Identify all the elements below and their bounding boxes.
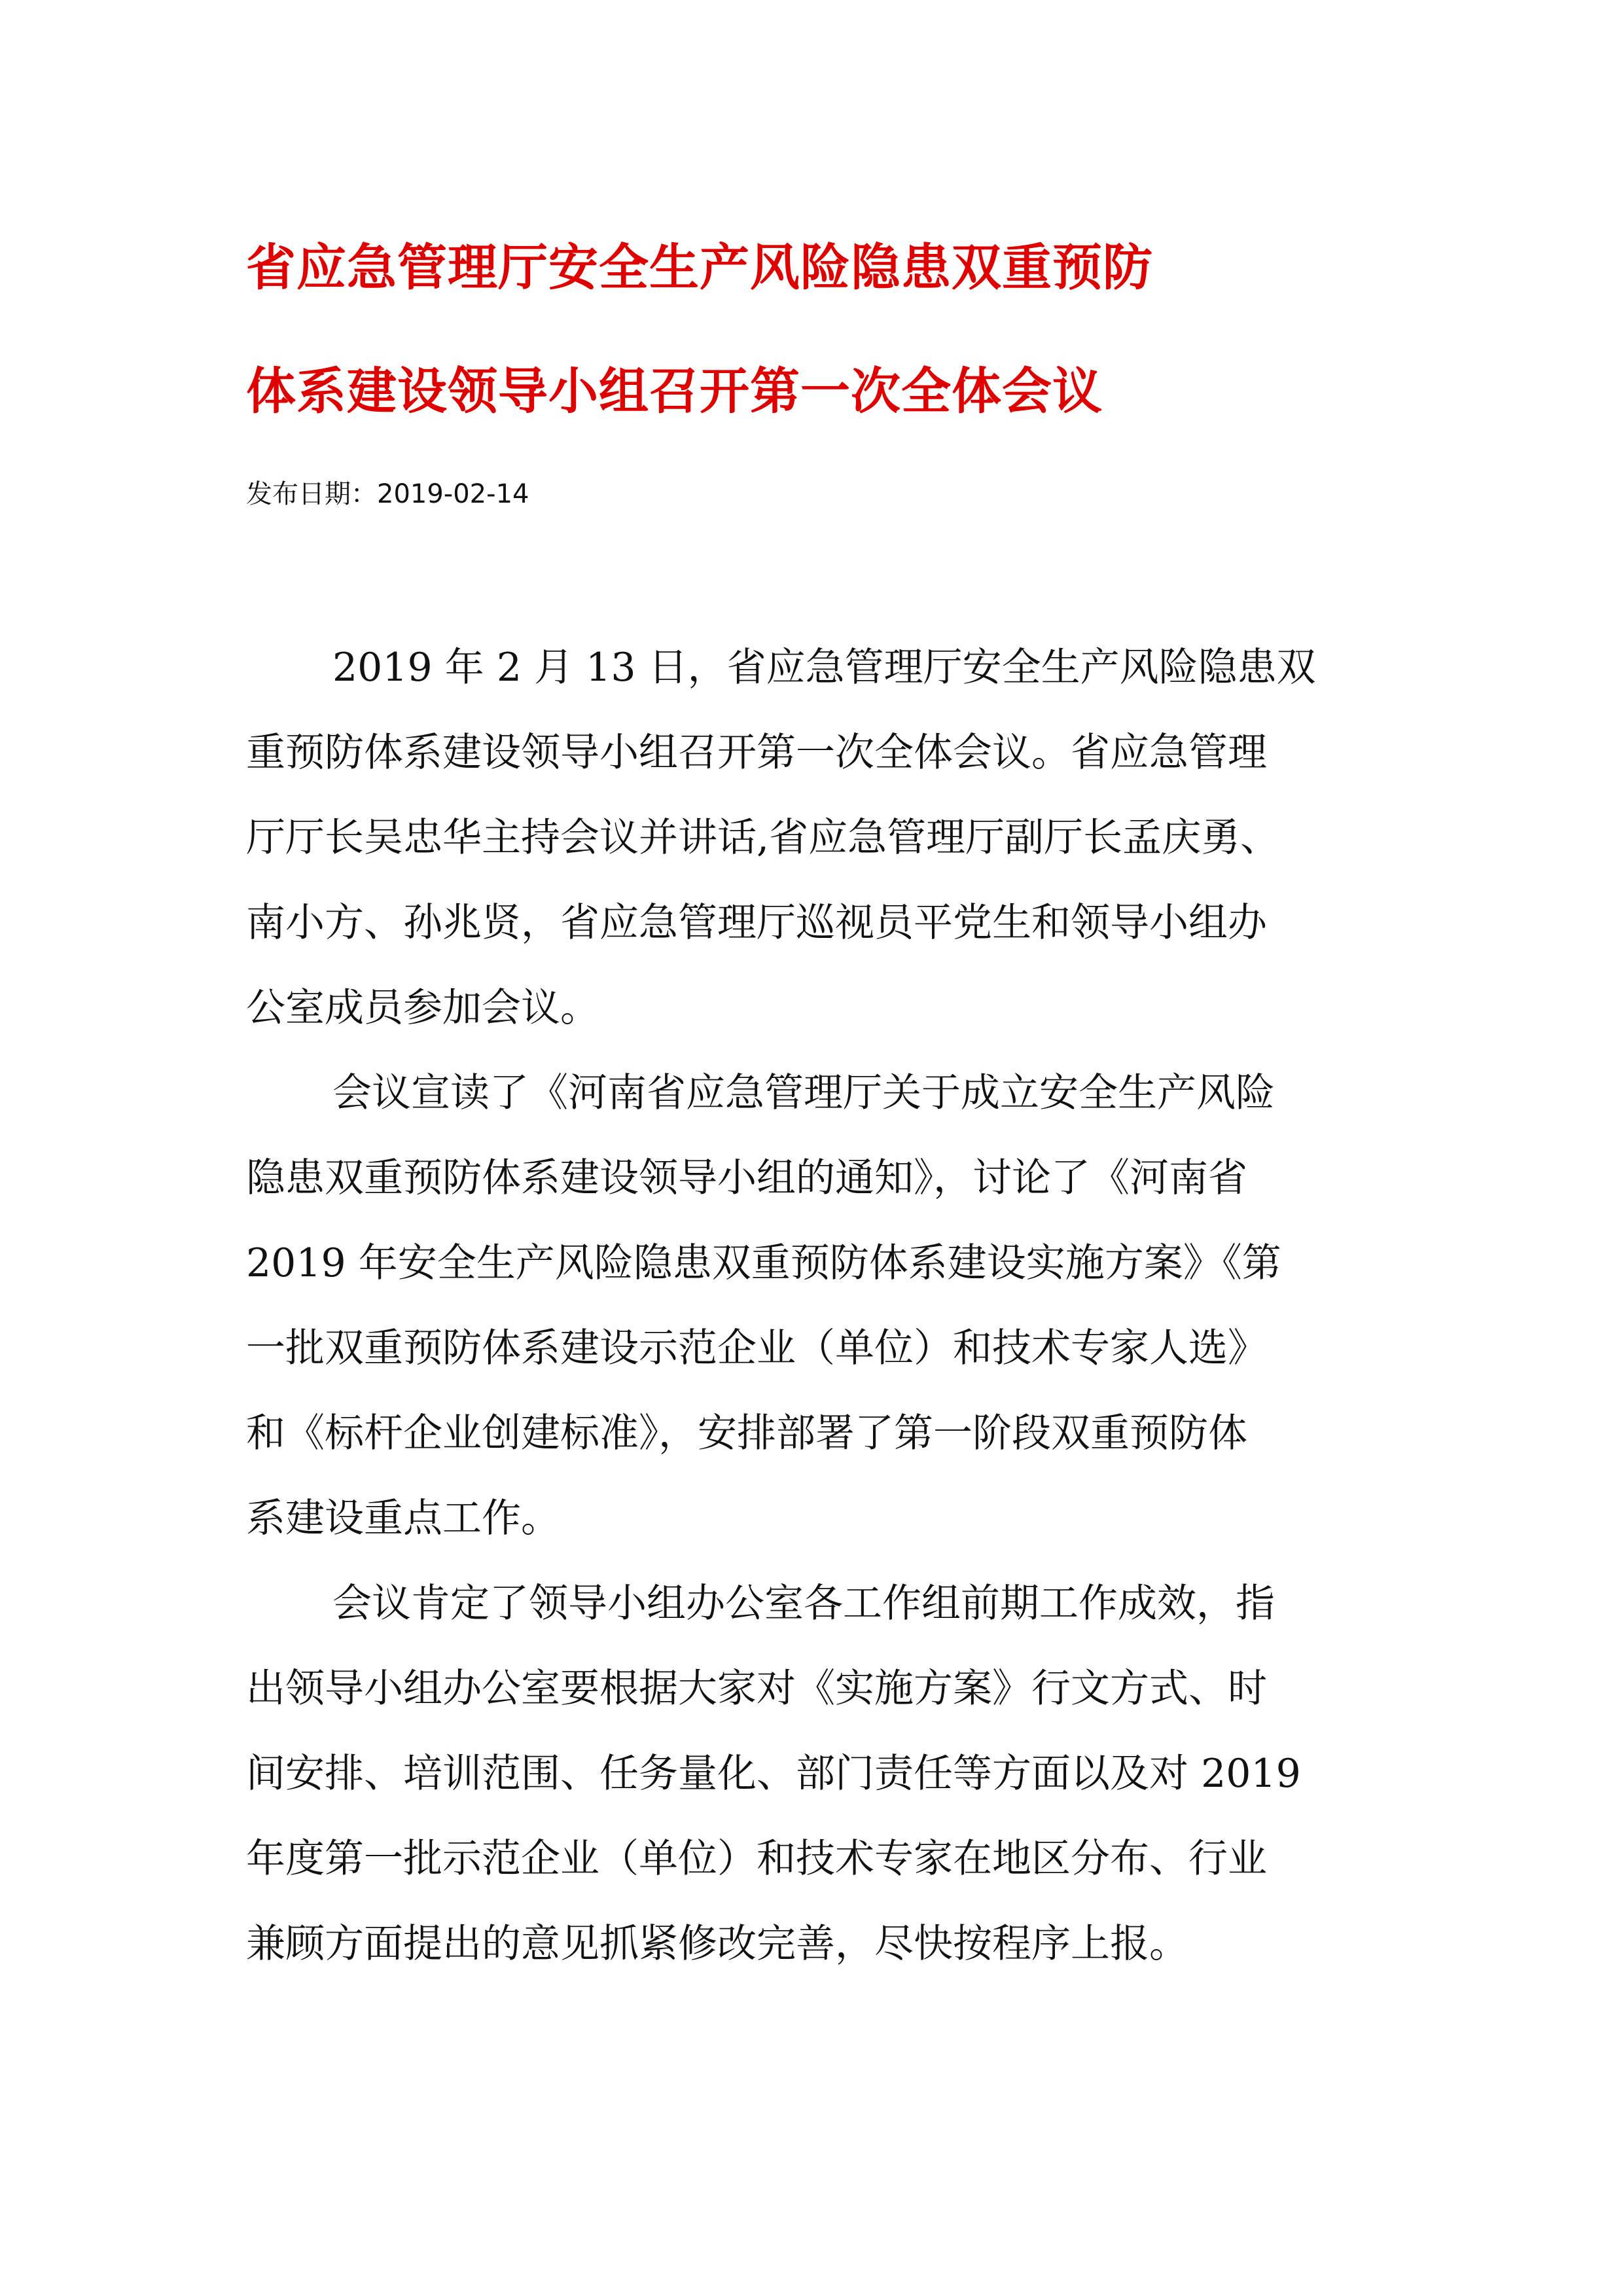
paragraph-3-line-2: 出领导小组办公室要根据大家对《实施方案》行文方式、时 xyxy=(246,1666,1267,1712)
paragraph-2-line-5: 和《标杆企业创建标准》，安排部署了第一阶段双重预防体 xyxy=(246,1410,1247,1456)
paragraph-1-line-5: 公室成员参加会议。 xyxy=(246,985,599,1031)
paragraph-1-line-3: 厅厅长吴忠华主持会议并讲话,省应急管理厅副厅长孟庆勇、 xyxy=(246,815,1280,861)
paragraph-1-line-4: 南小方、孙兆贤，省应急管理厅巡视员平党生和领导小组办 xyxy=(246,900,1267,946)
paragraph-2-line-6: 系建设重点工作。 xyxy=(246,1496,560,1541)
paragraph-2-line-1: 会议宣读了《河南省应急管理厅关于成立安全生产风险 xyxy=(332,1070,1275,1116)
paragraph-2-line-3: 2019 年安全生产风险隐患双重预防体系建设实施方案》《第 xyxy=(246,1240,1281,1286)
publish-date xyxy=(246,478,529,511)
paragraph-2-line-2: 隐患双重预防体系建设领导小组的通知》，讨论了《河南省 xyxy=(246,1155,1247,1201)
paragraph-1-line-1: 2019 年 2 月 13 日，省应急管理厅安全生产风险隐患双 xyxy=(332,645,1316,691)
paragraph-2-line-4: 一批双重预防体系建设示范企业（单位）和技术专家人选》 xyxy=(246,1325,1267,1371)
article-title-line-1: 省应急管理厅安全生产风险隐患双重预防 xyxy=(246,238,1153,296)
paragraph-3-line-4: 年度第一批示范企业（单位）和技术专家在地区分布、行业 xyxy=(246,1836,1267,1882)
publish-date-value: 2019-02-14 xyxy=(377,479,529,509)
publish-date-label: 发布日期： xyxy=(246,479,377,509)
paragraph-3-line-1: 会议肯定了领导小组办公室各工作组前期工作成效，指 xyxy=(332,1581,1275,1626)
paragraph-3-line-5: 兼顾方面提出的意见抓紧修改完善，尽快按程序上报。 xyxy=(246,1921,1188,1967)
paragraph-1-line-2: 重预防体系建设领导小组召开第一次全体会议。省应急管理 xyxy=(246,730,1267,776)
article-title-line-2: 体系建设领导小组召开第一次全体会议 xyxy=(246,362,1103,420)
paragraph-3-line-3: 间安排、培训范围、任务量化、部门责任等方面以及对 2019 xyxy=(246,1751,1301,1797)
